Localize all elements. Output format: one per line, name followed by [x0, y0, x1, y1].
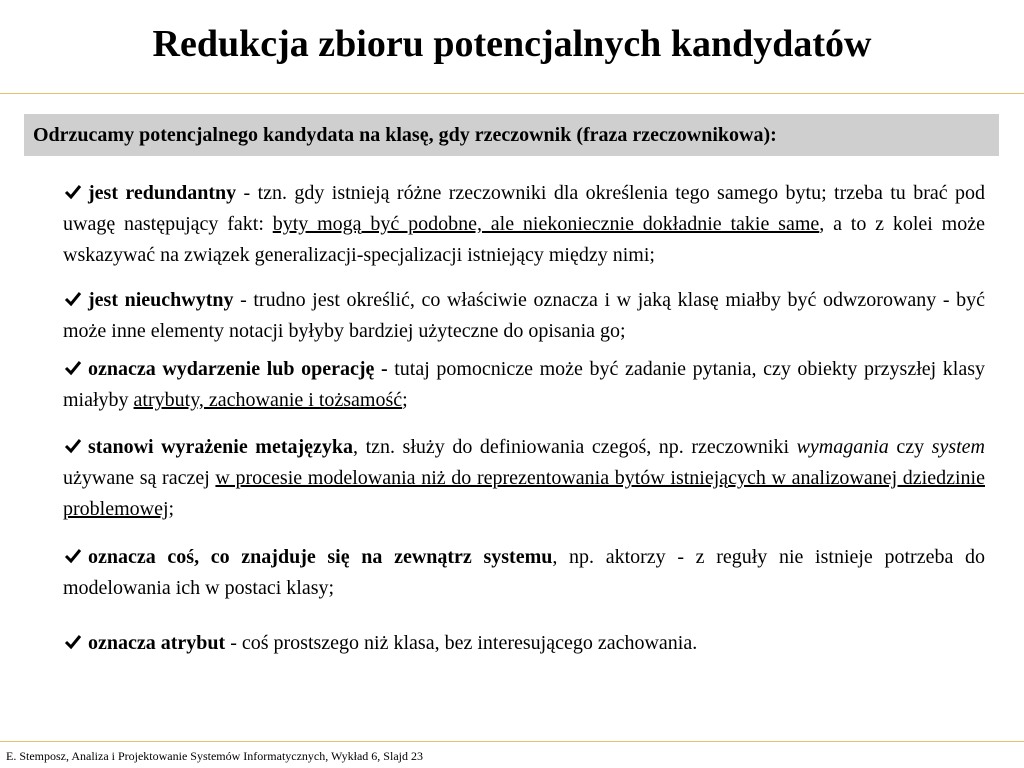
bullet-list: [63, 178, 985, 659]
bullet-text: , a to z kolei może wskazywać na związek generalizacji-specjalizacji istniejący między nimi;: [63, 213, 985, 266]
footer-divider: [0, 741, 1024, 742]
bullet-outside-system: [63, 542, 985, 604]
checkmark-icon: [63, 359, 83, 377]
subtitle-banner: Odrzucamy potencjalnego kandydata na klasę, gdy rzeczownik (fraza rzeczownikowa):: [24, 114, 999, 156]
bullet-underlined-text: w procesie modelowania niż do reprezentowania bytów istniejących w analizowanej dziedzinie problemowej: [63, 467, 985, 520]
bullet-italic-text: wymagania: [796, 436, 889, 458]
bullet-italic-text: system: [931, 436, 985, 458]
bullet-term: oznacza atrybut: [88, 632, 226, 654]
bullet-event-operation: [63, 354, 985, 416]
bullet-text: używane są raczej: [63, 467, 216, 489]
checkmark-icon: [63, 183, 83, 201]
bullet-text: czy: [888, 436, 932, 458]
bullet-term: jest nieuchwytny: [88, 289, 234, 311]
bullet-term: oznacza wydarzenie lub operację -: [88, 358, 388, 380]
bullet-text: , np. aktorzy - z reguły nie istnieje potrzeba do modelowania ich w postaci klasy;: [63, 546, 985, 599]
bullet-text: ;: [402, 389, 408, 411]
bullet-text: - tzn. gdy istnieją różne rzeczowniki dla określenia tego samego bytu; trzeba tu brać pod uwagę następujący fakt:: [63, 182, 985, 235]
bullet-term: stanowi wyrażenie metajęzyka: [88, 436, 354, 458]
bullet-text: ;: [168, 498, 175, 520]
slide-footer: E. Stemposz, Analiza i Projektowanie Systemów Informatycznych, Wykład 6, Slajd 23: [6, 749, 423, 763]
bullet-underlined-text: byty mogą być podobne, ale niekoniecznie dokładnie takie same: [272, 213, 820, 235]
bullet-redundant: [63, 178, 985, 271]
bullet-underlined-text: atrybuty, zachowanie i tożsamość: [133, 389, 403, 411]
bullet-elusive: [63, 285, 985, 347]
bullet-text: - trudno jest określić, co właściwie oznacza i w jaką klasę miałby być odwzorowany - być może inne elementy notacji byłyby bardziej użyteczne do opisania go;: [63, 289, 986, 342]
slide-title: Redukcja zbioru potencjalnych kandydatów: [152, 23, 872, 65]
title-divider: [0, 93, 1024, 94]
checkmark-icon: [63, 290, 83, 308]
checkmark-icon: [63, 437, 83, 455]
bullet-attribute: [63, 628, 985, 659]
checkmark-icon: [63, 547, 83, 565]
bullet-text: tutaj pomocnicze może być zadanie pytania, czy obiekty przyszłej klasy miałyby: [63, 358, 986, 411]
bullet-metalanguage: [63, 432, 985, 525]
checkmark-icon: [63, 633, 83, 651]
bullet-term: oznacza coś, co znajduje się na zewnątrz systemu: [88, 546, 553, 568]
bullet-term: jest redundantny: [88, 182, 237, 204]
bullet-text: , tzn. służy do definiowania czegoś, np. rzeczowniki: [353, 436, 797, 458]
bullet-text: - coś prostszego niż klasa, bez interesującego zachowania.: [225, 632, 698, 654]
